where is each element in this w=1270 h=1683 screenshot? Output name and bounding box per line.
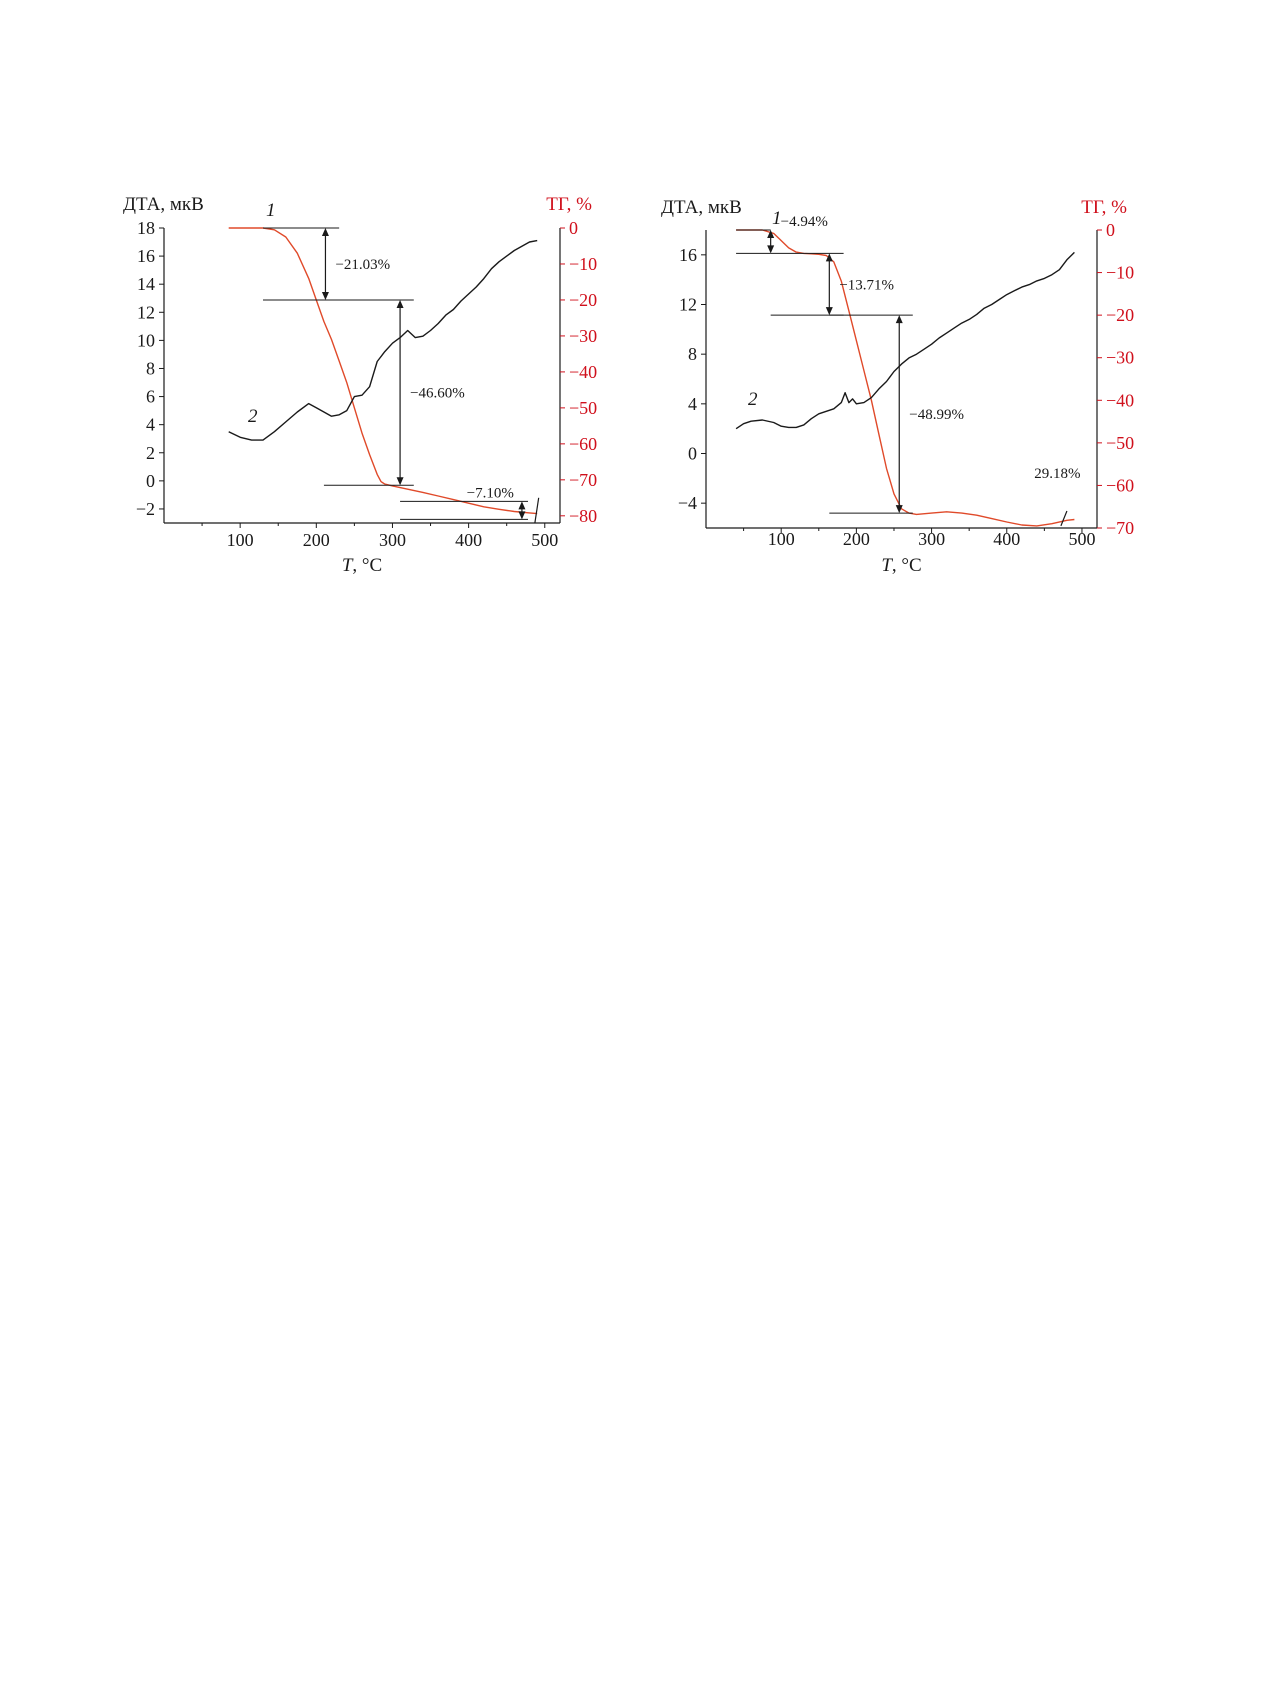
x-axis-title bbox=[881, 555, 921, 576]
mass-loss-label: −48.99% bbox=[909, 407, 964, 424]
x-tick-label: 200 bbox=[842, 529, 870, 549]
tg-curve bbox=[736, 230, 1074, 526]
left-axis-label: ДТА, мкВ bbox=[661, 197, 742, 218]
right-tick-label: 0 bbox=[569, 218, 578, 238]
left-tick-label: 10 bbox=[137, 330, 155, 351]
series-label: 2 bbox=[248, 406, 258, 427]
x-axis-title-symbol: T bbox=[341, 555, 353, 576]
left-tick-label: 4 bbox=[688, 393, 697, 414]
left-tick-label: −4 bbox=[677, 493, 697, 514]
left-tick-label: 16 bbox=[137, 246, 155, 267]
x-tick-label: 500 bbox=[1068, 529, 1096, 549]
arrowhead-up bbox=[397, 300, 404, 308]
mass-loss-label: −21.03% bbox=[335, 256, 391, 273]
right-tick-label: −10 bbox=[1106, 262, 1135, 283]
left-tick-label: 0 bbox=[146, 470, 155, 491]
right-tick-label: −70 bbox=[1106, 518, 1135, 538]
arrowhead-down bbox=[518, 511, 525, 519]
figure bbox=[0, 0, 1270, 600]
series-label: 1 bbox=[266, 200, 276, 221]
series-label: 1 bbox=[772, 208, 782, 229]
arrowhead-up bbox=[518, 501, 525, 509]
dta-curve bbox=[736, 252, 1074, 428]
x-tick-label: 100 bbox=[767, 529, 795, 549]
mass-loss-label: −46.60% bbox=[410, 385, 465, 402]
right-axis-label: ТГ, % bbox=[546, 194, 592, 215]
right-tick-label: −40 bbox=[569, 361, 598, 382]
left-tick-label: 12 bbox=[137, 302, 155, 323]
right-tick-label: 0 bbox=[1106, 220, 1115, 240]
x-tick-label: 400 bbox=[455, 530, 483, 550]
left-tick-label: 6 bbox=[146, 386, 155, 407]
right-tick-label: −50 bbox=[569, 397, 598, 418]
mass-loss-label: −13.71% bbox=[839, 277, 895, 294]
left-tick-label: 12 bbox=[679, 294, 697, 315]
left-tick-label: 16 bbox=[679, 244, 697, 265]
x-tick-label: 300 bbox=[918, 529, 946, 549]
x-tick-label: 200 bbox=[302, 530, 330, 550]
arrowhead-up bbox=[322, 228, 329, 236]
right-tick-label: −60 bbox=[569, 433, 598, 454]
right-tick-label: −80 bbox=[569, 505, 598, 526]
left-tick-label: 18 bbox=[137, 218, 155, 238]
mass-loss-label: −4.94% bbox=[780, 214, 828, 230]
left-axis-label: ДТА, мкВ bbox=[123, 194, 204, 215]
left-tick-label: 8 bbox=[688, 344, 697, 365]
left-tick-label: 8 bbox=[146, 358, 155, 379]
right-tick-label: −40 bbox=[1106, 390, 1135, 411]
right-tick-label: −10 bbox=[569, 253, 598, 274]
right-axis-label: ТГ, % bbox=[1081, 197, 1127, 218]
arrowhead-up bbox=[826, 253, 833, 261]
x-tick-label: 100 bbox=[226, 530, 254, 550]
left-tick-label: 14 bbox=[137, 274, 155, 295]
left-tick-label: 2 bbox=[146, 442, 155, 463]
right-tick-label: −30 bbox=[569, 325, 598, 346]
right-tick-label: −20 bbox=[1106, 305, 1135, 326]
x-tick-label: 300 bbox=[378, 530, 406, 550]
x-tick-label: 400 bbox=[993, 529, 1021, 549]
x-tick-label: 500 bbox=[531, 530, 559, 550]
left-tick-label: 4 bbox=[146, 414, 155, 435]
left-tick-label: −2 bbox=[135, 498, 155, 519]
right-tick-label: −30 bbox=[1106, 347, 1135, 368]
arrowhead-down bbox=[826, 307, 833, 315]
mass-loss-label: −7.10% bbox=[466, 485, 514, 502]
x-axis-title-unit: , °C bbox=[352, 555, 383, 576]
series-label: 2 bbox=[748, 389, 758, 410]
arrowhead-down bbox=[767, 245, 774, 253]
arrowhead-down bbox=[322, 292, 329, 300]
x-axis-title bbox=[342, 555, 382, 576]
right-tick-label: −50 bbox=[1106, 432, 1135, 453]
arrowhead-down bbox=[397, 477, 404, 485]
left-tick-label: 0 bbox=[688, 443, 697, 464]
chart-panel-left bbox=[123, 194, 597, 576]
right-tick-label: −20 bbox=[569, 289, 598, 310]
right-tick-label: −60 bbox=[1106, 475, 1135, 496]
x-axis-title-symbol: T bbox=[881, 555, 892, 576]
right-tick-label: −70 bbox=[569, 469, 598, 490]
pointer-line bbox=[535, 498, 539, 523]
x-axis-title-unit: , °C bbox=[891, 555, 922, 576]
chart-panel-right bbox=[661, 197, 1134, 576]
pointer-line bbox=[1061, 511, 1067, 526]
residue-label: 29.18% bbox=[1034, 466, 1081, 482]
arrowhead-up bbox=[896, 315, 903, 323]
